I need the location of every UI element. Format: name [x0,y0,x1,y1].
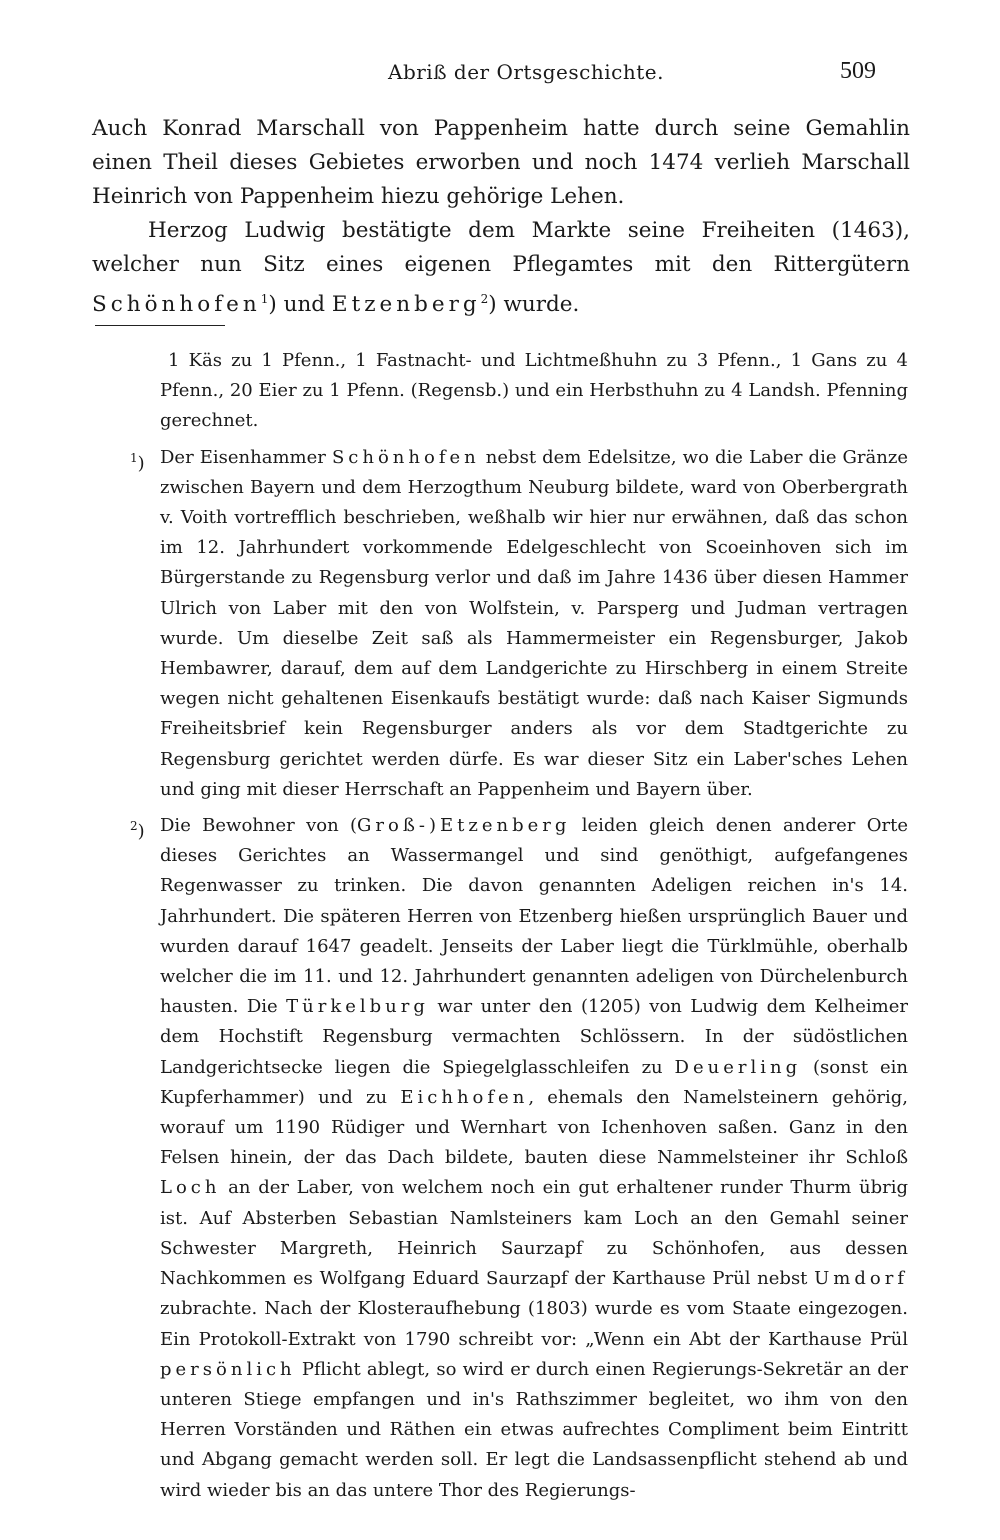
place-name-emphasis: Umdorf [814,1268,908,1290]
place-name-emphasis: Loch [160,1177,221,1199]
footnote-ref-2[interactable]: 2 [480,292,489,306]
footnote-ref-1[interactable]: 1 [260,292,269,306]
paragraph-2 [92,214,910,322]
footnote-continuation: 1 Käs zu 1 Pfenn., 1 Fastnacht- und Lichtmeßhuhn zu 3 Pfenn., 1 Gans zu 4 Pfenn., 20 Eier zu 1 Pfenn. (Regensb.) und ein Herbsthuhn zu 4 Landsh. Pfenning gerechnet. [160,350,908,432]
footnote-marker: $^2$) [130,819,145,843]
place-name-etzenberg: Etzenberg [331,292,481,318]
main-text [92,112,910,322]
place-name-emphasis: Schönhofen [331,446,480,468]
footnote-1: $^1$) Der Eisenhammer Schönhofen nebst dem Edelsitze, wo die Laber die Gränze zwischen Bayern und dem Herzogthum Neuburg bildete, ward von Oberbergrath v. Voith vortrefflich beschrieben, weßhalb wir hier nur erwähnen, daß das schon im 12. Jahrhundert vorkommende Edelgeschlecht von Scoeinhoven sich im Bürgerstande zu Regensburg verlor und daß im Jahre 1436 über diesen Hammer Ulrich von Laber mit den von Wolfstein, v. Parsperg und Judman vertragen wurde. Um dieselbe Zeit saß als Hammermeister ein Regensburger, Jakob Hembawrer, darauf, dem auf dem Landgerichte zu Hirschberg in einem Streite wegen nicht gehaltenen Eisenkaufs bestätigt wurde: daß nach Kaiser Sigmunds Freiheitsbrief kein Regensburger anders als vor dem Stadtgerichte zu Regensburg gerichtet werden dürfe. Es war dieser Sitz ein Laber'sches Lehen und ging mit dieser Herrschaft an Pappenheim und Bayern über. [160,443,908,805]
page-number: 509 [840,58,876,84]
emphasis: persönlich [160,1358,296,1380]
place-name-emphasis: Deuerling [674,1056,802,1078]
place-name-emphasis: Groß-)Etzenberg [357,815,571,837]
paragraph-1: Auch Konrad Marschall von Pappenheim hatte durch seine Gemahlin einen Theil dieses Gebietes erworben und noch 1474 verlieh Marschall Heinrich von Pappenheim hiezu gehörige Lehen. [92,116,910,209]
paragraph-2-text: Herzog Ludwig bestätigte dem Markte seine Freiheiten (1463), welcher nun Sitz eines eigenen Pflegamtes mit den Rittergütern [92,218,910,277]
running-head: Abriß der Ortsgeschichte. [388,60,664,84]
place-name-emphasis: Eichhofen [400,1086,529,1108]
footnote-separator-rule [95,325,225,326]
place-name-schoenhofen: Schönhofen [92,292,261,318]
paragraph-2-text: ) wurde. [488,292,580,318]
paragraph-2-text: ) und [268,292,332,318]
footnote-2: $^2$) Die Bewohner von (Groß-)Etzenberg leiden gleich denen anderer Orte dieses Gerichtes an Wassermangel und sind genöthigt, aufgefangenes Regenwasser zu trinken. Die davon genannten Adeligen reichen in's 14. Jahrhundert. Die späteren Herren von Etzenberg hießen ursprünglich Bauer und wurden darauf 1647 geadelt. Jenseits der Laber liegt die Türklmühle, oberhalb welcher die im 11. und 12. Jahrhundert genannten adeligen von Dürchelenburch hausten. Die Türkelburg war unter den (1205) von Ludwig dem Kelheimer dem Hochstift Regensburg vermachten Schlössern. In der südöstlichen Landgerichtsecke liegen die Spiegelglasschleifen zu Deuerling (sonst ein Kupferhammer) und zu Eichhofen, ehemals den Namelsteinern gehörig, worauf um 1190 Rüdiger und Wernhart von Ichenhoven saßen. Ganz in den Felsen hinein, der das Dach bildete, bauten diese Nammelsteiner ihr Schloß Loch an der Laber, von welchem noch ein gut erhaltener runder Thurm übrig ist. Auf Absterben Sebastian Namlsteiners kam Loch an den Gemahl seiner Schwester Margreth, Heinrich Saurzapf zu Schönhofen, aus dessen Nachkommen es Wolfgang Eduard Saurzapf der Karthause Prül nebst Umdorf zubrachte. Nach der Klosteraufhebung (1803) wurde es vom Staate eingezogen. Ein Protokoll-Extrakt von 1790 schreibt vor: „Wenn ein Abt der Karthause Prül persönlich Pflicht ablegt, so wird er durch einen Regierungs-Sekretär an der unteren Stiege empfangen und in's Rathszimmer begleitet, wo ihm von den Herren Vorständen und Räthen ein etwas aufrechtes Compliment beim Eintritt und Abgang gemacht werden soll. Er legt die Landsassenpflicht stehend ab und wird wieder bis an das untere Thor des Regierungs- [160,811,908,1506]
footnote-marker: $^1$) [130,450,145,474]
place-name-emphasis: Türkelburg [286,996,429,1018]
footnotes [130,346,909,1512]
